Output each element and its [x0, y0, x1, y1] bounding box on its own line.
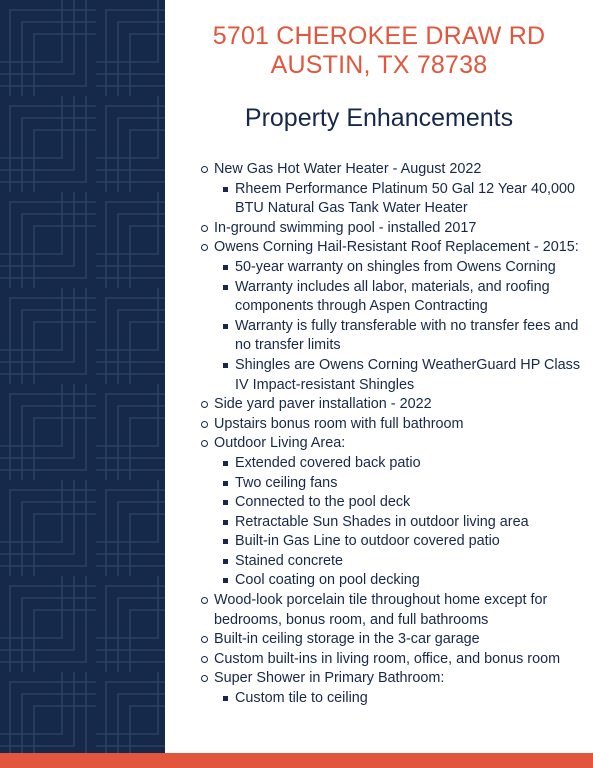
sub-list-item: Custom tile to ceiling [235, 689, 583, 709]
list-item [198, 630, 583, 650]
list-item [198, 219, 583, 239]
list-item-text: Upstairs bonus room with full bathroom [214, 415, 464, 432]
list-item [198, 669, 583, 708]
sub-list-item: Connected to the pool deck [235, 493, 583, 513]
sub-list-item: Warranty includes all labor, materials, and roofing components through Aspen Contracting [235, 278, 583, 317]
list-item-text: Built-in ceiling storage in the 3-car garage [214, 631, 480, 648]
list-item-text: New Gas Hot Water Heater - August 2022 [214, 161, 482, 177]
list-item [198, 415, 583, 435]
sub-list-item: 50-year warranty on shingles from Owens Corning [235, 258, 583, 278]
list-item-text: Outdoor Living Area: [214, 435, 346, 452]
list-item-text: Custom built-ins in living room, office, and bonus room [214, 650, 561, 667]
sub-list-item: Built-in Gas Line to outdoor covered patio [235, 532, 583, 552]
enhancements-list [198, 160, 583, 709]
page-title: Property Enhancements [244, 104, 514, 132]
sub-list-item: Stained concrete [235, 552, 583, 572]
sub-list [214, 258, 583, 395]
geometric-pattern-graphic [0, 0, 165, 753]
decorative-sidebar [0, 0, 165, 753]
list-item-text: Side yard paver installation - 2022 [214, 396, 432, 413]
sub-list-item: Two ceiling fans [235, 474, 583, 494]
enhancements-list-container [198, 160, 583, 709]
list-item-text: Super Shower in Primary Bathroom: [214, 670, 445, 687]
sub-list-item: Retractable Sun Shades in outdoor living area [235, 513, 583, 533]
sub-list [214, 689, 583, 709]
sub-list-item: Extended covered back patio [235, 454, 583, 474]
property-address [165, 22, 593, 80]
list-item [198, 591, 583, 630]
list-item-text: In-ground swimming pool - installed 2017 [214, 219, 477, 236]
sub-list-item: Shingles are Owens Corning WeatherGuard HP Class IV Impact-resistant Shingles [235, 356, 583, 395]
address-line-city: AUSTIN, TX 78738 [270, 51, 488, 79]
sub-list-item: Warranty is fully transferable with no transfer fees and no transfer limits [235, 317, 583, 356]
sub-list-item: Rheem Performance Platinum 50 Gal 12 Year 40,000 BTU Natural Gas Tank Water Heater [235, 180, 583, 219]
footer-accent-bar [0, 753, 593, 768]
list-item-text: Owens Corning Hail-Resistant Roof Replacement - 2015: [214, 239, 579, 256]
sub-list-item: Cool coating on pool decking [235, 571, 583, 591]
list-item [198, 434, 583, 591]
sub-list [214, 454, 583, 591]
list-item [198, 650, 583, 670]
list-item [198, 238, 583, 395]
list-item [198, 160, 583, 219]
list-item-text: Wood-look porcelain tile throughout home except for bedrooms, bonus room, and full bathrooms [214, 592, 548, 628]
sub-list [214, 180, 583, 219]
address-line-street: 5701 CHEROKEE DRAW RD [212, 22, 546, 50]
list-item [198, 395, 583, 415]
